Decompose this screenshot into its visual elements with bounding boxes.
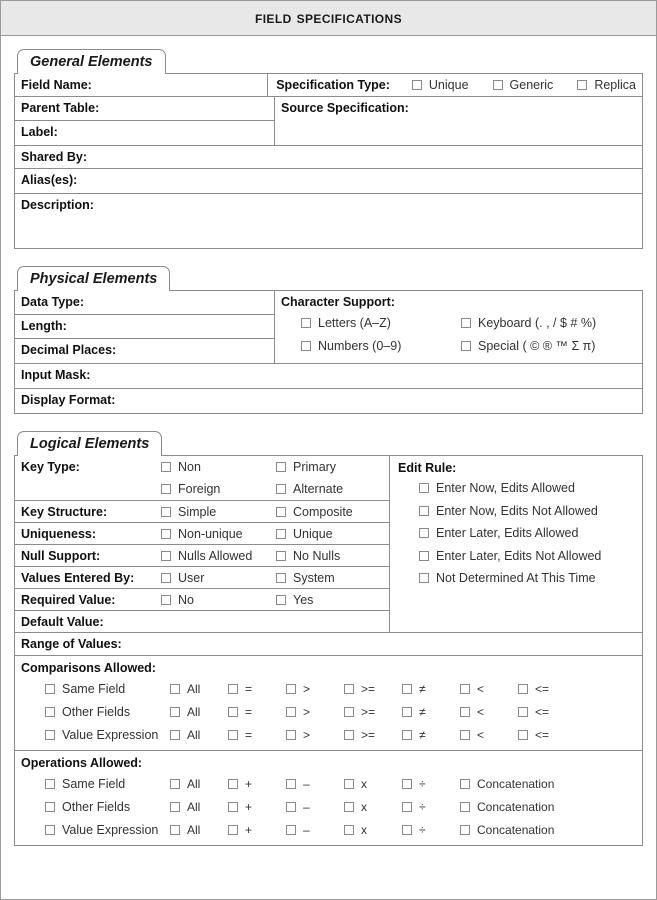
table-row [15,74,642,97]
option-label: Composite [293,505,353,519]
option-label: > [303,682,311,696]
section-physical-elements [14,266,643,414]
option-label: ÷ [419,823,426,837]
option-label: Special ( © ® ™ Σ π) [478,339,596,353]
checkbox-option-composite[interactable] [276,501,389,522]
checkbox-option-operation-other-fields[interactable] [45,800,170,814]
checkbox-option-operation-concatenation[interactable] [460,777,554,791]
table-row [15,501,389,523]
option-label: – [303,777,310,791]
option-label: x [361,800,367,814]
checkbox-icon[interactable] [344,802,354,812]
edit-rule-options [398,481,636,585]
checkbox-icon[interactable] [344,825,354,835]
checkbox-option-comparison-lte[interactable] [518,705,576,719]
option-label: Keyboard (. , / $ # %) [478,316,597,330]
checkbox-icon[interactable] [228,779,238,789]
option-label: Unique [428,78,469,92]
checkbox-option-comparison-gt[interactable] [286,705,344,719]
checkbox-icon[interactable] [45,684,55,694]
checkbox-icon[interactable] [577,80,587,90]
checkbox-icon[interactable] [419,551,429,561]
option-label: = [245,682,253,696]
null-support-label: Null Support: [21,549,101,563]
checkbox-option-operation-all[interactable] [170,800,228,814]
checkbox-option-comparison-lte[interactable] [518,728,576,742]
option-label: – [303,823,310,837]
checkbox-option-operation-minus[interactable] [286,800,344,814]
option-label: Simple [178,505,217,519]
specification-type-cell [268,74,642,96]
option-label: <= [535,705,550,719]
operations-allowed-block [15,751,642,845]
checkbox-icon[interactable] [460,802,470,812]
specification-type-label: Specification Type: [276,78,390,92]
option-label: Non-unique [178,527,243,541]
checkbox-option-comparison-gte[interactable] [344,682,402,696]
checkbox-icon[interactable] [460,779,470,789]
option-label: All [187,777,201,791]
option-label: Enter Now, Edits Not Allowed [436,503,598,518]
key-structure-label: Key Structure: [21,505,108,519]
option-label: All [187,728,201,742]
option-label: System [293,571,335,585]
checkbox-option-operation-minus[interactable] [286,777,344,791]
checkbox-option-comparison-eq[interactable] [228,682,286,696]
section-logical-elements [14,431,643,846]
option-label: ≠ [419,682,426,696]
checkbox-icon[interactable] [228,684,238,694]
checkbox-icon[interactable] [301,318,311,328]
option-label: Alternate [293,482,344,496]
checkbox-icon[interactable] [170,684,180,694]
field-name-label: Field Name: [15,74,268,96]
table-row [15,523,389,545]
input-mask-label: Input Mask: [21,368,91,382]
checkbox-option-operation-multiply[interactable] [344,823,402,837]
checkbox-option-comparison-lt[interactable] [460,728,518,742]
option-label: Unique [293,527,333,541]
checkbox-option-unique[interactable] [276,523,389,544]
checkbox-icon[interactable] [419,573,429,583]
key-type-label: Key Type: [21,460,80,474]
checkbox-option-not-determined[interactable] [419,571,636,585]
option-label: x [361,823,367,837]
edit-rule-label: Edit Rule: [398,461,457,475]
checkbox-option-comparison-lte[interactable] [518,682,576,696]
checkbox-option-operation-divide[interactable] [402,800,460,814]
checkbox-option-operation-concatenation[interactable] [460,800,554,814]
comparisons-allowed-label: Comparisons Allowed: [21,661,156,675]
logical-left-column [15,456,390,632]
checkbox-option-comparison-gte[interactable] [344,705,402,719]
checkbox-option-comparison-eq[interactable] [228,728,286,742]
option-label: > [303,705,311,719]
checkbox-icon[interactable] [45,802,55,812]
option-label: < [477,728,485,742]
checkbox-option-operation-multiply[interactable] [344,800,402,814]
table-row [15,389,642,413]
checkbox-option-non[interactable] [161,460,276,474]
option-label: Enter Later, Edits Allowed [436,526,579,540]
checkbox-option-comparison-eq[interactable] [228,705,286,719]
table-row [15,291,642,364]
checkbox-icon[interactable] [412,80,422,90]
table-row [15,611,389,632]
checkbox-option-comparison-gte[interactable] [344,728,402,742]
checkbox-icon[interactable] [344,684,354,694]
table-row [21,800,636,814]
option-label: >= [361,705,376,719]
checkbox-option-operation-all[interactable] [170,777,228,791]
form-title-bar [1,1,656,36]
checkbox-option-comparison-gt[interactable] [286,682,344,696]
checkbox-icon[interactable] [419,528,429,538]
checkbox-option-special[interactable] [461,339,636,353]
option-label: > [303,728,311,742]
checkbox-icon[interactable] [344,730,354,740]
option-label: ÷ [419,777,426,791]
uniqueness-label: Uniqueness: [21,527,97,541]
checkbox-option-keyboard[interactable] [461,316,636,330]
checkbox-option-comparison-neq[interactable] [402,682,460,696]
option-label: Same Field [62,682,126,696]
table-row [21,705,636,719]
checkbox-option-generic[interactable] [493,78,554,92]
checkbox-option-comparison-neq[interactable] [402,728,460,742]
checkbox-option-numbers[interactable] [301,339,461,353]
checkbox-option-foreign[interactable] [161,482,276,496]
checkbox-option-comparison-lt[interactable] [460,682,518,696]
option-label: x [361,777,367,791]
checkbox-icon[interactable] [161,551,171,561]
option-label: Other Fields [62,705,131,719]
checkbox-icon[interactable] [45,730,55,740]
checkbox-icon[interactable] [161,573,171,583]
checkbox-option-enter-now-edits-not-allowed[interactable] [419,504,636,518]
option-label: ≠ [419,705,426,719]
length-label: Length: [15,315,275,339]
display-format-label: Display Format: [21,393,116,407]
option-label: Nulls Allowed [178,549,253,563]
decimal-places-label: Decimal Places: [15,339,275,363]
default-value-label: Default Value: [21,615,104,629]
checkbox-icon[interactable] [286,707,296,717]
option-label: – [303,800,310,814]
checkbox-option-operation-all[interactable] [170,823,228,837]
general-elements-frame [14,73,643,249]
checkbox-icon[interactable] [170,802,180,812]
character-support-cell [275,291,642,363]
checkbox-icon[interactable] [286,730,296,740]
checkbox-option-operation-divide[interactable] [402,823,460,837]
table-row [15,456,389,501]
table-row [15,97,642,146]
option-label: <= [535,728,550,742]
table-row [15,194,642,248]
checkbox-option-letters[interactable] [301,316,461,330]
checkbox-icon[interactable] [228,825,238,835]
checkbox-icon[interactable] [45,779,55,789]
option-label: < [477,682,485,696]
option-label: >= [361,728,376,742]
checkbox-option-comparison-all[interactable] [170,728,228,742]
checkbox-icon[interactable] [461,318,471,328]
checkbox-option-primary[interactable] [276,460,389,474]
option-label: Generic [509,78,554,92]
checkbox-option-operation-multiply[interactable] [344,777,402,791]
checkbox-option-user[interactable] [161,567,276,588]
checkbox-icon[interactable] [286,779,296,789]
checkbox-option-operation-minus[interactable] [286,823,344,837]
checkbox-option-non-unique[interactable] [161,523,276,544]
option-label: = [245,705,253,719]
checkbox-option-no-nulls[interactable] [276,545,389,566]
option-label: Enter Now, Edits Allowed [436,481,575,495]
option-label: All [187,682,201,696]
values-entered-by-label: Values Entered By: [21,571,135,585]
checkbox-option-enter-now-edits-allowed[interactable] [419,481,636,495]
checkbox-icon[interactable] [228,802,238,812]
checkbox-option-operation-same-field[interactable] [45,777,170,791]
checkbox-icon[interactable] [170,707,180,717]
option-label: Primary [293,460,337,474]
option-label: Enter Later, Edits Not Allowed [436,548,602,563]
option-label: Same Field [62,777,126,791]
checkbox-icon[interactable] [344,779,354,789]
checkbox-icon[interactable] [419,506,429,516]
checkbox-option-operation-plus[interactable] [228,777,286,791]
option-label: Numbers (0–9) [318,339,402,353]
option-label: Other Fields [62,800,131,814]
tab-logical-elements: Logical Elements [17,431,162,456]
checkbox-icon[interactable] [493,80,503,90]
option-label: ≠ [419,728,426,742]
option-label: No Nulls [293,549,341,563]
option-label: ÷ [419,800,426,814]
checkbox-icon[interactable] [460,730,470,740]
table-row [15,567,389,589]
checkbox-option-nulls-allowed[interactable] [161,545,276,566]
checkbox-icon[interactable] [344,707,354,717]
checkbox-option-comparison-other-fields[interactable] [45,705,170,719]
option-label: Concatenation [477,777,555,791]
page-title: field specifications [254,8,403,27]
checkbox-icon[interactable] [161,484,171,494]
alias-label: Alias(es): [21,173,78,187]
range-of-values-label: Range of Values: [21,637,122,651]
option-label: < [477,705,485,719]
checkbox-option-comparison-all[interactable] [170,705,228,719]
option-label: Letters (A–Z) [318,316,391,330]
checkbox-icon[interactable] [460,825,470,835]
option-label: <= [535,682,550,696]
checkbox-icon[interactable] [45,825,55,835]
checkbox-icon[interactable] [286,825,296,835]
option-label: All [187,800,201,814]
table-row [15,589,389,611]
table-row [15,633,642,656]
checkbox-option-operation-value-expression[interactable] [45,823,170,837]
checkbox-option-comparison-same-field[interactable] [45,682,170,696]
checkbox-option-unique[interactable] [412,78,469,92]
option-label: Concatenation [477,823,555,837]
option-label: Concatenation [477,800,555,814]
tab-physical-elements: Physical Elements [17,266,170,291]
checkbox-icon[interactable] [286,684,296,694]
option-label: + [245,800,253,814]
checkbox-option-operation-concatenation[interactable] [460,823,554,837]
option-label: Non [178,460,201,474]
logical-top-split [15,456,642,633]
edit-rule-cell [390,456,642,632]
checkbox-option-comparison-neq[interactable] [402,705,460,719]
table-row [21,823,636,837]
checkbox-icon[interactable] [460,684,470,694]
checkbox-option-operation-plus[interactable] [228,823,286,837]
checkbox-icon[interactable] [402,779,412,789]
checkbox-icon[interactable] [161,507,171,517]
checkbox-option-comparison-gt[interactable] [286,728,344,742]
checkbox-icon[interactable] [276,573,286,583]
option-label: + [245,777,253,791]
checkbox-icon[interactable] [228,730,238,740]
operations-allowed-label: Operations Allowed: [21,756,143,770]
comparisons-allowed-block [15,656,642,751]
checkbox-option-operation-divide[interactable] [402,777,460,791]
checkbox-option-replica[interactable] [577,78,636,92]
checkbox-icon[interactable] [402,825,412,835]
checkbox-icon[interactable] [276,484,286,494]
checkbox-icon[interactable] [402,802,412,812]
checkbox-icon[interactable] [161,529,171,539]
table-row [21,777,636,791]
checkbox-option-comparison-value-expression[interactable] [45,728,170,742]
option-label: All [187,823,201,837]
checkbox-icon[interactable] [276,462,286,472]
checkbox-icon[interactable] [419,483,429,493]
checkbox-icon[interactable] [518,730,528,740]
checkbox-icon[interactable] [402,730,412,740]
checkbox-option-simple[interactable] [161,501,276,522]
character-support-options [275,310,642,359]
table-row [15,545,389,567]
checkbox-icon[interactable] [460,707,470,717]
checkbox-icon[interactable] [461,341,471,351]
option-label: + [245,823,253,837]
checkbox-option-system[interactable] [276,567,389,588]
checkbox-icon[interactable] [228,707,238,717]
source-specification-label: Source Specification: [281,101,409,115]
checkbox-icon[interactable] [276,507,286,517]
checkbox-icon[interactable] [170,825,180,835]
option-label: Replica [594,78,636,92]
checkbox-icon[interactable] [45,707,55,717]
required-value-label: Required Value: [21,593,116,607]
table-row [21,728,636,742]
checkbox-icon[interactable] [518,707,528,717]
checkbox-icon[interactable] [402,707,412,717]
shared-by-label: Shared By: [21,150,87,164]
data-type-label: Data Type: [15,291,275,315]
option-label: >= [361,682,376,696]
table-row [21,682,636,696]
option-label: Foreign [178,482,221,496]
checkbox-icon[interactable] [276,529,286,539]
checkbox-icon[interactable] [170,779,180,789]
checkbox-option-required-yes[interactable] [276,589,389,610]
checkbox-option-required-no[interactable] [161,589,276,610]
table-row [15,364,642,389]
option-label: = [245,728,253,742]
checkbox-option-operation-plus[interactable] [228,800,286,814]
checkbox-option-enter-later-edits-not-allowed[interactable] [419,549,636,563]
checkbox-option-comparison-lt[interactable] [460,705,518,719]
table-row [15,169,642,194]
checkbox-icon[interactable] [161,462,171,472]
parent-table-label: Parent Table: [15,97,275,121]
checkbox-icon[interactable] [170,730,180,740]
checkbox-icon[interactable] [518,684,528,694]
section-general-elements [14,49,643,249]
checkbox-icon[interactable] [402,684,412,694]
checkbox-option-enter-later-edits-allowed[interactable] [419,526,636,540]
description-label: Description: [21,198,94,212]
option-label: No [178,593,194,607]
label-label: Label: [15,121,275,145]
table-row [15,146,642,169]
checkbox-icon[interactable] [276,551,286,561]
checkbox-icon[interactable] [286,802,296,812]
checkbox-icon[interactable] [301,341,311,351]
option-label: Not Determined At This Time [436,571,596,585]
checkbox-icon[interactable] [276,595,286,605]
option-label: Value Expression [62,823,159,837]
tab-general-elements: General Elements [17,49,166,74]
checkbox-option-alternate[interactable] [276,482,389,496]
option-label: User [178,571,205,585]
logical-elements-frame [14,455,643,846]
physical-elements-frame [14,290,643,414]
checkbox-option-comparison-all[interactable] [170,682,228,696]
option-label: Value Expression [62,728,159,742]
option-label: All [187,705,201,719]
character-support-label: Character Support: [281,295,395,309]
checkbox-icon[interactable] [161,595,171,605]
option-label: Yes [293,593,314,607]
